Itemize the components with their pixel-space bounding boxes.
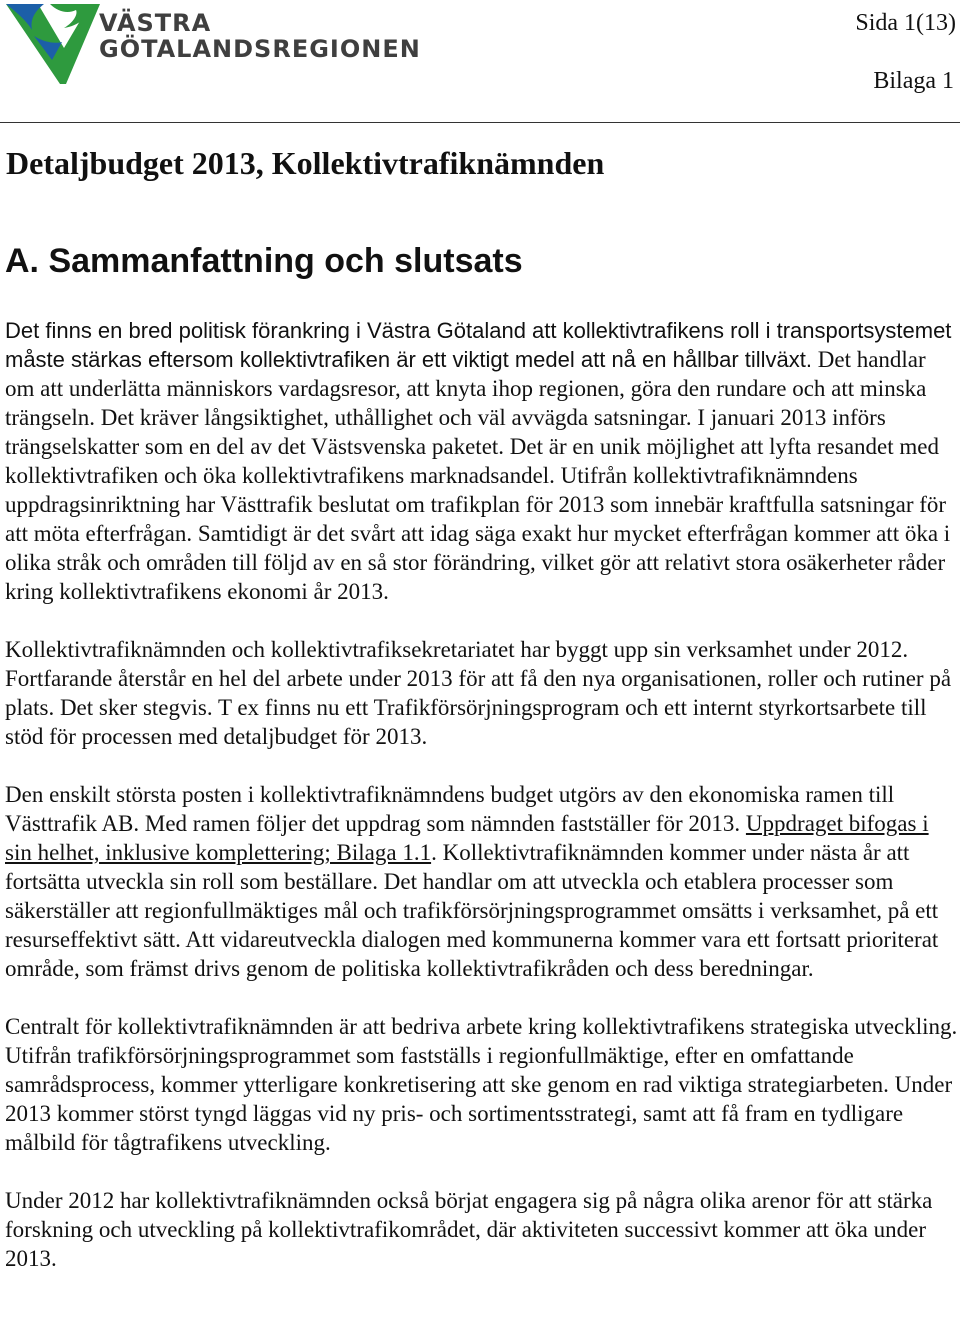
paragraph-1-part-b: Det handlar om att underlätta människors vardagsresor, att knyta ihop regionen, göra den rundare och att minska trängseln. Det kräver långsiktighet, uthållighet och väl avvägda satsningar. I januari 2013 införs trängselskatter som en del av det Västsvenska paketet. Det är en unik möjlighet att lyfta resandet med kollektivtrafiken och öka kollektivtrafikens marknadsandel. Utifrån kollektivtrafiknämndens uppdragsinriktning har Västtrafik beslutat om trafikplan för 2013 som innebär kraftfulla satsningar för att möta efterfrågan. Samtidigt är det svårt att idag säga exakt hur mycket efterfrågan kommer att öka i olika stråk och områden till följd av en så stor förändring, vilket gör att relativt stora osäkerheter råder kring kollektivtrafikens ekonomi år 2013. [5,347,951,604]
document-body [5,316,960,1302]
logo-line-2: GÖTALANDSREGIONEN [99,35,421,63]
paragraph-3 [5,780,960,983]
logo-line-1: VÄSTRA [99,9,212,37]
paragraph-1 [5,316,960,606]
paragraph-5: Under 2012 har kollektivtrafiknämnden också börjat engagera sig på några olika arenor för att stärka forskning och utveckling på kollektivtrafikområdet, där aktiviteten successivt kommer att öka under 2013. [5,1188,933,1271]
logo-wordmark [99,10,421,62]
paragraph-3-part-b: . Kollektivtrafiknämnden kommer under nästa år att fortsätta utveckla sin roll som beställare. Det handlar om att utveckla och etablera processer som säkerställer att regionfullmäktiges mål och trafikförsörjningsprogrammet omsätts i verksamhet, på ett resurseffektivt sätt. Att vidareutveckla dialogen med kommunerna kommer vara ett fortsatt prioriterat område, som främst drivs genom de politiska kollektivtrafikråden och dess beredningar. [5,840,939,981]
header-divider [0,122,960,123]
page-header [0,0,960,124]
paragraph-1-part-a: Det finns en bred politisk förankring i Västra Götaland att kollektivtrafikens roll i transportsystemet måste stärkas eftersom kollektivtrafiken är ett viktigt medel att nå en hållbar tillväxt. [5,318,952,372]
paragraph-4: Centralt för kollektivtrafiknämnden är att bedriva arbete kring kollektivtrafikens strategiska utveckling. Utifrån trafikförsörjningsprogrammet som fastställs i regionfullmäktige, efter en omfattande samrådsprocess, kommer ytterligare konkretisering att ske genom en rad viktiga strategiarbeten. Under 2013 kommer störst tyngd läggas vid ny pris- och sortimentsstrategi, samt att få fram en tydligare målbild för tågtrafikens utveckling. [5,1014,958,1155]
appendix-reference: Uppdraget bifogas i sin helhet, inklusive komplettering; Bilaga 1.1 [5,811,929,865]
paragraph-3-part-a: Den enskilt största posten i kollektivtrafiknämndens budget utgörs av den ekonomiska ramen till Västtrafik AB. Med ramen följer det uppdrag som nämnden fastställer för 2013. [5,782,895,836]
page-number: Sida 1(13) [855,10,956,36]
appendix-label: Bilaga 1 [873,68,954,94]
section-heading: A. Sammanfattning och slutsats [5,242,523,280]
paragraph-2: Kollektivtrafiknämnden och kollektivtrafiksekretariatet har byggt upp sin verksamhet under 2012. Fortfarande återstår en hel del arbete under 2013 för att få den nya organisationen, roller och rutiner på plats. Det sker stegvis. T ex finns nu ett Trafikförsörjningsprogram och ett internt styrkortsarbete till stöd för processen med detaljbudget för 2013. [5,637,952,749]
document-title: Detaljbudget 2013, Kollektivtrafiknämnden [6,145,605,181]
